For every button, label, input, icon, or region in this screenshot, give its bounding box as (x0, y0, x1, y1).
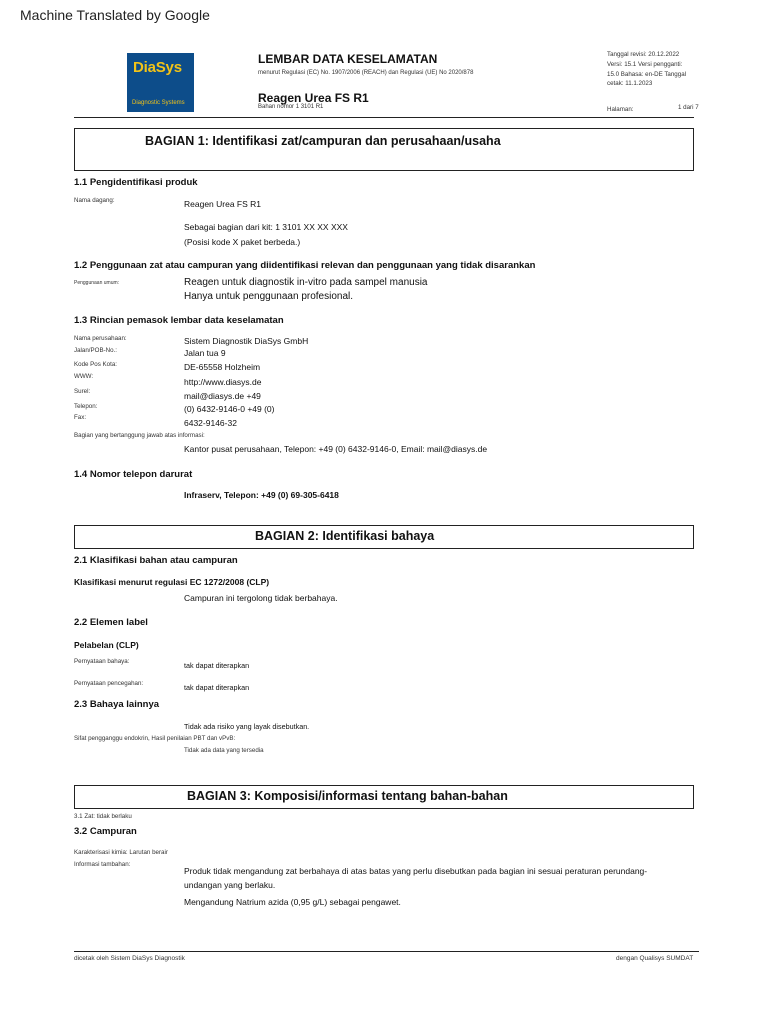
other-hazards-value: Tidak ada risiko yang layak disebutkan. (184, 722, 310, 731)
responsible-value: Kantor pusat perusahaan, Telepon: +49 (0) 6432-9146-0, Email: mail@diasys.de (184, 444, 488, 454)
heading-1-3: 1.3 Rincian pemasok lembar data keselamatan (74, 315, 284, 326)
section-1-title: BAGIAN 1: Identifikasi zat/campuran dan perusahaan/usaha (145, 134, 501, 148)
page-number: 1 dari 7 (678, 104, 699, 111)
company-label: Nama perusahaan: (74, 335, 127, 342)
kit-line-1: Sebagai bagian dari kit: 1 3101 XX XX XXX (184, 222, 348, 232)
labeling-heading: Pelabelan (CLP) (74, 640, 139, 650)
machine-translation-banner: Machine Translated by Google (20, 7, 210, 23)
section-1-box (74, 128, 694, 171)
precaution-value: tak dapat diterapkan (184, 683, 250, 692)
postal-label: Kode Pos Kota: (74, 361, 117, 368)
footer-rule (74, 951, 699, 952)
email-value: mail@diasys.de +49 (184, 391, 261, 401)
heading-1-2: 1.2 Penggunaan zat atau campuran yang diidentifikasi relevan dan penggunaan yang tidak disarankan (74, 260, 536, 271)
footer-left: dicetak oleh Sistem DiaSys Diagnostik (74, 955, 185, 962)
section-2-title: BAGIAN 2: Identifikasi bahaya (255, 529, 435, 543)
fax-value: 6432-9146-32 (184, 418, 237, 428)
heading-2-2: 2.2 Elemen label (74, 617, 148, 628)
footer-right: dengan Qualisys SUMDAT (616, 955, 694, 962)
kit-line-2: (Posisi kode X paket berbeda.) (184, 237, 301, 247)
document-title: LEMBAR DATA KESELAMATAN (258, 52, 438, 66)
heading-3-1: 3.1 Zat: tidak berlaku (74, 813, 132, 820)
responsible-label: Bagian yang bertanggung jawab atas informasi: (74, 432, 205, 439)
additional-info-label: Informasi tambahan: (74, 861, 131, 868)
revision-date: Tanggal revisi: 20.12.2022 (607, 51, 680, 58)
use-line-2: Hanya untuk penggunaan profesional. (184, 291, 354, 302)
additional-info-line-2: undangan yang berlaku. (184, 880, 276, 890)
endocrine-label: Sifat pengganggu endokrin, Hasil penilaian PBT dan vPvB: (74, 735, 236, 742)
street-value: Jalan tua 9 (184, 348, 226, 358)
trade-name-value: Reagen Urea FS R1 (184, 199, 262, 209)
material-number: Bahan nomor 1 3101 R1 (258, 104, 324, 110)
section-3-box (74, 785, 694, 809)
trade-name-label: Nama dagang: (74, 197, 115, 204)
diasys-logo (127, 53, 194, 112)
chemical-characterization: Karakterisasi kimia: Larutan berair (74, 849, 168, 856)
heading-1-4: 1.4 Nomor telepon darurat (74, 469, 193, 480)
email-label: Surel: (74, 388, 91, 395)
precaution-label: Pernyataan pencegahan: (74, 680, 144, 687)
use-line-1: Reagen untuk diagnostik in-vitro pada sampel manusia (184, 277, 428, 288)
hazard-value: tak dapat diterapkan (184, 661, 250, 670)
website-link[interactable]: http://www.diasys.de (184, 377, 262, 387)
page-label: Halaman: (607, 106, 634, 113)
street-label: Jalan/POB-No.: (74, 347, 117, 354)
heading-2-1: 2.1 Klasifikasi bahan atau campuran (74, 555, 238, 566)
additional-info-line-1: Produk tidak mengandung zat berbahaya di atas batas yang perlu disebutkan pada bagian ini sesuai peraturan perundang- (184, 866, 648, 876)
logo-wordmark: DiaSys (133, 59, 182, 76)
clp-heading: Klasifikasi menurut regulasi EC 1272/2008 (CLP) (74, 577, 270, 587)
section-3-title: BAGIAN 3: Komposisi/informasi tentang bahan-bahan (187, 789, 508, 803)
header-rule (74, 117, 694, 118)
postal-value: DE-65558 Holzheim (184, 362, 261, 372)
sodium-azide-note: Mengandung Natrium azida (0,95 g/L) sebagai pengawet. (184, 897, 401, 907)
logo-tagline: Diagnostic Systems (132, 100, 185, 106)
hazard-label: Pernyataan bahaya: (74, 658, 130, 665)
version-line-1: Versi: 15.1 Versi pengganti: (607, 61, 683, 68)
section-2-box (74, 525, 694, 549)
heading-1-1: 1.1 Pengidentifikasi produk (74, 177, 198, 188)
emergency-phone: Infraserv, Telepon: +49 (0) 69-305-6418 (184, 490, 339, 500)
www-label: WWW: (74, 373, 94, 380)
regulation-reference: menurut Regulasi (EC) No. 1907/2006 (REACH) dan Regulasi (UE) No 2020/878 (258, 70, 474, 76)
product-name: Reagen Urea FS R1 (258, 91, 369, 105)
version-line-2: 15.0 Bahasa: en-DE Tanggal (607, 71, 687, 78)
print-date: cetak: 11.1.2023 (607, 80, 653, 87)
fax-label: Fax: (74, 414, 87, 421)
general-use-label: Penggunaan umum: (74, 280, 120, 286)
heading-2-3: 2.3 Bahaya lainnya (74, 699, 160, 710)
phone-label: Telepon: (74, 403, 98, 410)
phone-value: (0) 6432-9146-0 +49 (0) (184, 404, 275, 414)
company-value: Sistem Diagnostik DiaSys GmbH (184, 336, 309, 346)
endocrine-value: Tidak ada data yang tersedia (184, 747, 264, 754)
clp-value: Campuran ini tergolong tidak berbahaya. (184, 593, 338, 603)
heading-3-2: 3.2 Campuran (74, 826, 137, 837)
